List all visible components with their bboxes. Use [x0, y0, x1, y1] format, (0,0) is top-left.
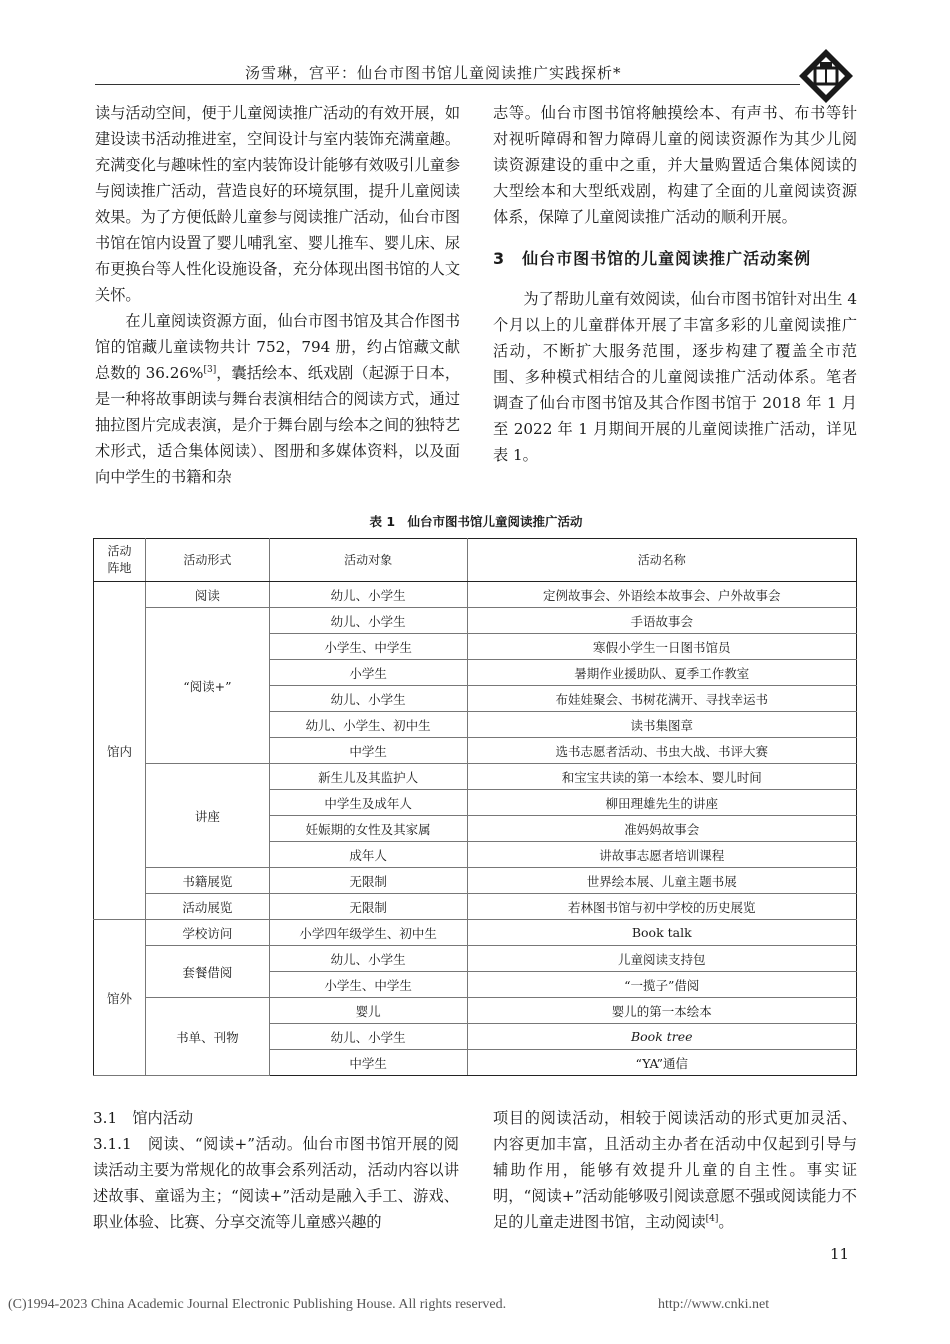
citation: [4] [705, 1213, 719, 1224]
paragraph: 为了帮助儿童有效阅读，仙台市图书馆针对出生 4 个月以上的儿童群体开展了丰富多彩的儿童阅读推广活动，不断扩大服务范围，逐步构建了覆盖全市范围、多种模式相结合的儿童阅读推广活动体系。笔者调查了仙台市图书馆及其合作图书馆于 2018 年 1 月至 2022 年 1 月期间开展的儿童阅读推广活动，详见表 1。 [493, 290, 857, 464]
form-cell: 讲座 [145, 764, 269, 868]
name-cell: 读书集图章 [467, 712, 856, 738]
form-cell: 活动展览 [145, 894, 269, 920]
target-cell: 小学四年级学生、初中生 [269, 920, 467, 946]
name-cell: “YA”通信 [467, 1050, 856, 1076]
form-cell: 阅读 [145, 582, 269, 608]
target-cell: 中学生 [269, 738, 467, 764]
name-cell: 暑期作业援助队、夏季工作教室 [467, 660, 856, 686]
target-cell: 小学生、中学生 [269, 634, 467, 660]
name-cell: 寒假小学生一日图书馆员 [467, 634, 856, 660]
citation: [3] [203, 364, 217, 375]
header-rule [95, 84, 800, 85]
paragraph: 志等。仙台市图书馆将触摸绘本、有声书、布书等针对视听障碍和智力障碍儿童的阅读资源作为其少儿阅读资源建设的重中之重，并大量购置适合集体阅读的大型绘本和大型纸戏剧，构建了全面的儿童阅读资源体系，保障了儿童阅读推广活动的顺利开展。 [493, 104, 857, 226]
footer-link[interactable]: http://www.cnki.net [658, 1297, 770, 1312]
target-cell: 小学生 [269, 660, 467, 686]
target-cell: 幼儿、小学生 [269, 608, 467, 634]
target-cell: 新生儿及其监护人 [269, 764, 467, 790]
body-right-column-top [493, 100, 857, 468]
target-cell: 中学生 [269, 1050, 467, 1076]
running-title: 汤雪琳，宫平：仙台市图书馆儿童阅读推广实践探析* [245, 64, 622, 82]
form-cell: 书单、刊物 [145, 998, 269, 1076]
table-row [94, 998, 857, 1024]
name-cell: 若林图书馆与初中学校的历史展览 [467, 894, 856, 920]
table-row [94, 894, 857, 920]
table-header-row [94, 539, 857, 582]
form-cell: 套餐借阅 [145, 946, 269, 998]
target-cell: 无限制 [269, 894, 467, 920]
name-cell: Book talk [467, 920, 856, 946]
target-cell: 幼儿、小学生 [269, 582, 467, 608]
name-cell: 婴儿的第一本绘本 [467, 998, 856, 1024]
target-cell: 无限制 [269, 868, 467, 894]
table-row [94, 946, 857, 972]
venue-cell: 馆外 [94, 920, 146, 1076]
target-cell: 幼儿、小学生 [269, 946, 467, 972]
name-cell: 和宝宝共读的第一本绘本、婴儿时间 [467, 764, 856, 790]
target-cell: 幼儿、小学生 [269, 686, 467, 712]
table-row [94, 920, 857, 946]
venue-cell: 馆内 [94, 582, 146, 920]
body-left-column-bottom [93, 1105, 459, 1235]
paragraph: 读与活动空间，便于儿童阅读推广活动的有效开展，如建设读书活动推进室，空间设计与室内装饰充满童趣。充满变化与趣味性的室内装饰设计能够有效吸引儿童参与阅读推广活动，营造良好的环境氛围，提升儿童阅读效果。为了方便低龄儿童参与阅读推广活动，仙台市图书馆在馆内设置了婴儿哺乳室、婴儿推车、婴儿床、尿布更换台等人性化设施设备，充分体现出图书馆的人文关怀。 [95, 104, 460, 304]
journal-logo-icon [798, 48, 854, 104]
section-heading: 3 仙台市图书馆的儿童阅读推广活动案例 [493, 249, 812, 268]
name-cell: 手语故事会 [467, 608, 856, 634]
header-venue: 活动 阵地 [94, 539, 146, 582]
paragraph: 项目的阅读活动，相较于阅读活动的形式更加灵活、内容更加丰富，且活动主办者在活动中仅起到引导与辅助作用，能够有效提升儿童的自主性。事实证明，“阅读+”活动能够吸引阅读意愿不强或阅读能力不足的儿童走进图书馆，主动阅读[4]。 [493, 1109, 857, 1231]
name-cell: 定例故事会、外语绘本故事会、户外故事会 [467, 582, 856, 608]
name-cell: “一揽子”借阅 [467, 972, 856, 998]
target-cell: 小学生、中学生 [269, 972, 467, 998]
page-number: 11 [830, 1245, 850, 1263]
name-cell: 世界绘本展、儿童主题书展 [467, 868, 856, 894]
header-target: 活动对象 [269, 539, 467, 582]
name-cell: Book tree [467, 1024, 856, 1050]
form-cell: 学校访问 [145, 920, 269, 946]
name-cell: 布娃娃聚会、书树花满开、寻找幸运书 [467, 686, 856, 712]
name-cell: 儿童阅读支持包 [467, 946, 856, 972]
copyright-footer [8, 1297, 942, 1313]
running-header [95, 46, 855, 86]
target-cell: 妊娠期的女性及其家属 [269, 816, 467, 842]
table-row [94, 608, 857, 634]
name-cell: 选书志愿者活动、书虫大战、书评大赛 [467, 738, 856, 764]
form-cell: 书籍展览 [145, 868, 269, 894]
target-cell: 婴儿 [269, 998, 467, 1024]
target-cell: 成年人 [269, 842, 467, 868]
target-cell: 中学生及成年人 [269, 790, 467, 816]
table-row [94, 582, 857, 608]
body-left-column-top [95, 100, 460, 490]
table-row [94, 868, 857, 894]
activities-table [93, 538, 857, 1076]
name-cell: 柳田理雄先生的讲座 [467, 790, 856, 816]
table-caption: 表 1 仙台市图书馆儿童阅读推广活动 [369, 514, 583, 529]
name-cell: 讲故事志愿者培训课程 [467, 842, 856, 868]
target-cell: 幼儿、小学生、初中生 [269, 712, 467, 738]
name-cell: 准妈妈故事会 [467, 816, 856, 842]
paragraph: 3.1.1 阅读、“阅读+”活动。仙台市图书馆开展的阅读活动主要为常规化的故事会系列活动，活动内容以讲述故事、童谣为主；“阅读+”活动是融入手工、游戏、职业体验、比赛、分享交流等儿童感兴趣的 [93, 1135, 459, 1231]
form-cell: “阅读+” [145, 608, 269, 764]
header-form: 活动形式 [145, 539, 269, 582]
body-right-column-bottom [493, 1105, 857, 1235]
target-cell: 幼儿、小学生 [269, 1024, 467, 1050]
paragraph: 在儿童阅读资源方面，仙台市图书馆及其合作图书馆的馆藏儿童读物共计 752，794 册，约占馆藏文献总数的 36.26%[3]，囊括绘本、纸戏剧（起源于日本，是一种将故事朗读与舞台表演相结合的阅读方式，通过抽拉图片完成表演，是介于舞台剧与绘本之间的独特艺术形式，适合集体阅读）、图册和多媒体资料，以及面向中学生的书籍和杂 [95, 312, 460, 486]
table-row [94, 764, 857, 790]
subsection-heading: 3.1 馆内活动 [93, 1109, 194, 1127]
copyright-text: (C)1994-2023 China Academic Journal Electronic Publishing House. All rights reserved. [8, 1297, 507, 1312]
header-name: 活动名称 [467, 539, 856, 582]
